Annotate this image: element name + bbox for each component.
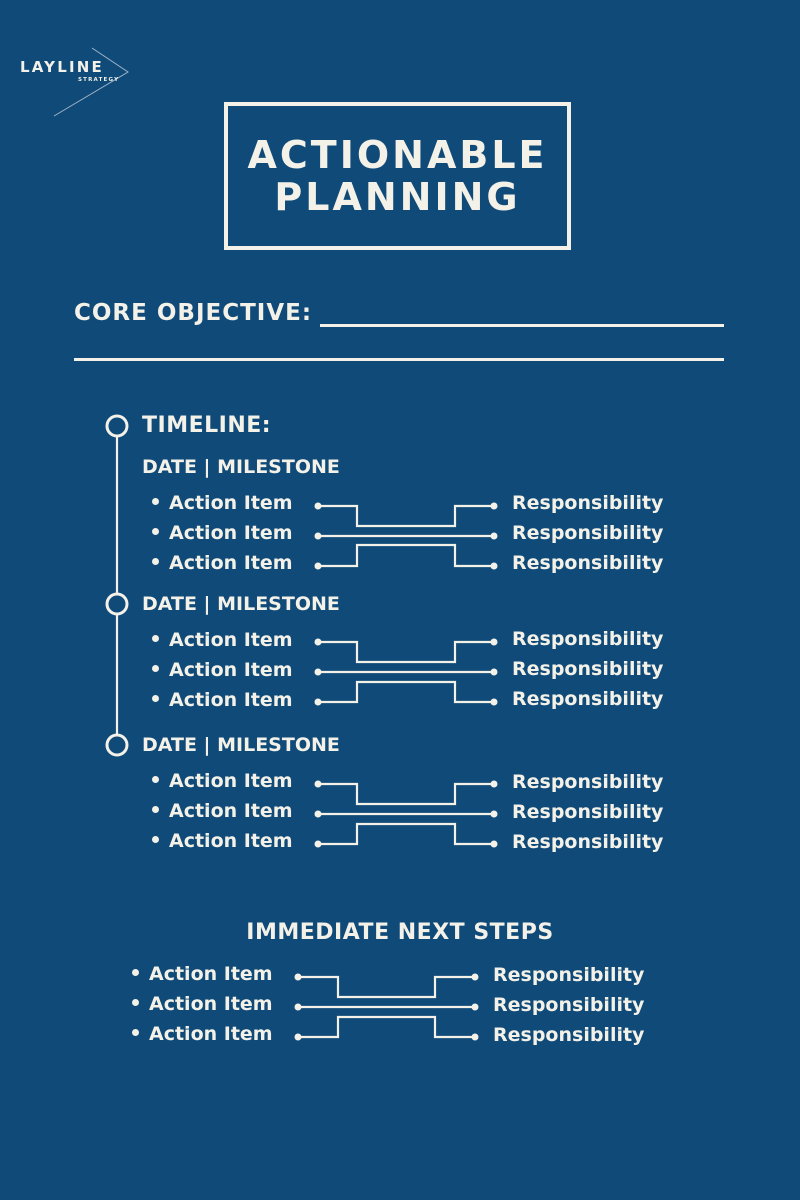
timeline-label: TIMELINE: — [142, 413, 272, 438]
responsibility-item: Responsibility — [493, 994, 645, 1016]
responsibility-item: Responsibility — [512, 831, 664, 853]
action-item: Action Item — [152, 770, 293, 792]
action-item: Action Item — [152, 629, 293, 651]
connector-group-next — [298, 977, 475, 1037]
action-item: Action Item — [152, 800, 293, 822]
title-line-2: PLANNING — [274, 175, 521, 219]
timeline-node-icon — [107, 735, 127, 755]
responsibility-item: Responsibility — [493, 964, 645, 986]
logo-name: LAYLINE — [20, 58, 104, 76]
action-item: Action Item — [132, 963, 273, 985]
action-item: Action Item — [152, 522, 293, 544]
title-line-1: ACTIONABLE — [247, 133, 548, 177]
action-item: Action Item — [152, 552, 293, 574]
responsibility-item: Responsibility — [512, 492, 664, 514]
action-item: Action Item — [152, 659, 293, 681]
timeline-node-icon — [107, 594, 127, 614]
responsibility-item: Responsibility — [512, 628, 664, 650]
action-item: Action Item — [152, 830, 293, 852]
responsibility-item: Responsibility — [512, 688, 664, 710]
timeline-node-icon — [107, 416, 127, 436]
responsibility-item: Responsibility — [493, 1024, 645, 1046]
action-item: Action Item — [132, 993, 273, 1015]
action-item: Action Item — [152, 689, 293, 711]
responsibility-item: Responsibility — [512, 658, 664, 680]
next-steps-title: IMMEDIATE NEXT STEPS — [246, 920, 554, 945]
logo-subtitle: STRATEGY — [78, 77, 120, 83]
connector-group-3 — [318, 784, 494, 844]
action-item: Action Item — [152, 492, 293, 514]
responsibility-item: Responsibility — [512, 771, 664, 793]
action-item: Action Item — [132, 1023, 273, 1045]
responsibility-item: Responsibility — [512, 552, 664, 574]
connector-group-1 — [318, 506, 494, 566]
responsibility-item: Responsibility — [512, 801, 664, 823]
milestone-label-2: DATE | MILESTONE — [142, 593, 340, 615]
core-objective-label: CORE OBJECTIVE: — [74, 300, 313, 326]
responsibility-item: Responsibility — [512, 522, 664, 544]
milestone-label-3: DATE | MILESTONE — [142, 734, 340, 756]
milestone-label-1: DATE | MILESTONE — [142, 456, 340, 478]
connector-group-2 — [318, 642, 494, 702]
